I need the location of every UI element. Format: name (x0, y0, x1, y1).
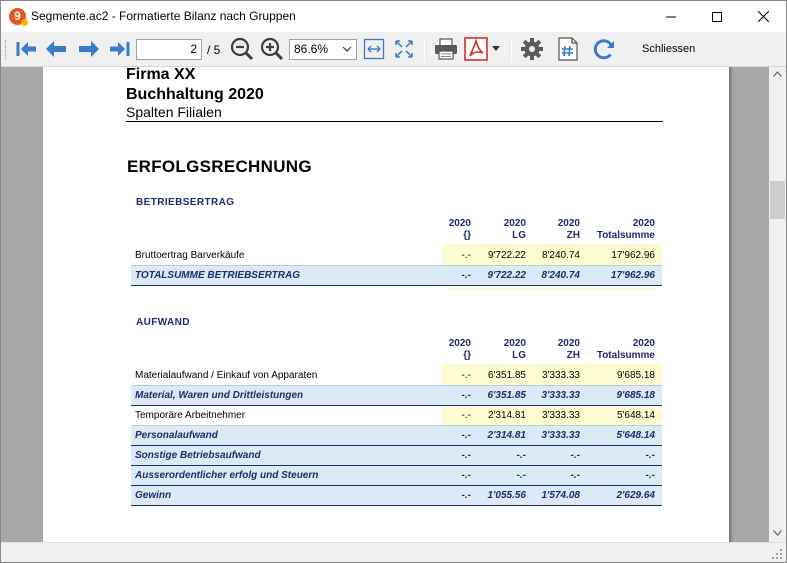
close-report-button[interactable]: Schliessen (642, 43, 696, 55)
table-row (131, 406, 662, 425)
value-cell: -.- (461, 430, 471, 441)
row-label: Personalaufwand (135, 430, 218, 441)
zoom-select[interactable] (289, 39, 357, 60)
column-header-year: 2020 (557, 338, 580, 349)
value-cell: 5'648.14 (616, 430, 655, 441)
page-number-icon (557, 37, 579, 61)
column-header-year: 2020 (557, 218, 580, 229)
row-label: Temporäre Arbeitnehmer (135, 410, 246, 421)
columns-note: Spalten Filialen (126, 104, 222, 120)
row-divider (131, 285, 662, 286)
value-cell: 2'314.81 (487, 430, 526, 441)
column-header (575, 338, 655, 362)
column-header-year: 2020 (448, 338, 471, 349)
value-cell: -.- (461, 490, 471, 501)
column-header-year: 2020 (503, 338, 526, 349)
total-row (131, 486, 662, 505)
value-cell: 5'648.14 (616, 410, 655, 421)
table-row (131, 366, 662, 385)
column-header (575, 218, 655, 242)
row-label: Bruttoertrag Barverkäufe (135, 250, 245, 261)
app-logo-icon: 9 (9, 8, 26, 25)
status-bar (1, 542, 786, 562)
column-header-name: Totalsumme (596, 230, 655, 241)
column-header-name: LG (512, 350, 526, 361)
column-header-name: LG (512, 230, 526, 241)
scroll-up-icon (773, 71, 782, 77)
vertical-scrollbar[interactable] (769, 67, 786, 542)
column-header-name: {} (463, 350, 471, 361)
next-page-icon (77, 39, 101, 59)
value-cell: -.- (570, 470, 580, 481)
value-cell: -.- (516, 450, 526, 461)
total-row (131, 426, 662, 445)
value-cell: 2'629.64 (616, 490, 655, 501)
value-cell: -.- (461, 270, 471, 281)
value-cell: -.- (461, 370, 471, 381)
column-header-year: 2020 (503, 218, 526, 229)
value-cell: 2'314.81 (487, 410, 526, 421)
value-cell: -.- (645, 450, 655, 461)
refresh-icon (592, 37, 616, 61)
value-cell: 3'333.33 (541, 410, 580, 421)
toolbar-grip[interactable] (5, 40, 8, 60)
toolbar (1, 32, 786, 67)
pdf-icon (464, 37, 488, 61)
row-divider (131, 505, 662, 506)
page-number-input[interactable]: 2 (136, 39, 202, 60)
section-title: AUFWAND (136, 317, 190, 328)
value-cell: 9'685.18 (616, 370, 655, 381)
value-cell: -.- (461, 250, 471, 261)
row-label: TOTALSUMME BETRIEBSERTRAG (135, 270, 301, 281)
value-cell: 17'962.96 (610, 270, 655, 281)
title-bar (1, 1, 786, 32)
vertical-scroll-thumb[interactable] (770, 181, 785, 219)
print-button[interactable] (433, 36, 459, 62)
value-cell: -.- (461, 450, 471, 461)
value-cell: 8'240.74 (541, 250, 580, 261)
row-label: Materialaufwand / Einkauf von Apparaten (135, 370, 318, 381)
first-page-icon (15, 39, 39, 59)
column-header-year: 2020 (632, 338, 655, 349)
total-row (131, 266, 662, 285)
next-page-button[interactable] (76, 36, 102, 62)
fit-width-button[interactable] (361, 36, 387, 62)
close-icon (758, 11, 769, 22)
value-cell: 8'240.74 (541, 270, 580, 281)
row-label: Ausserordentlicher erfolg und Steuern (135, 470, 319, 481)
settings-button[interactable] (519, 36, 545, 62)
row-label: Sonstige Betriebsaufwand (135, 450, 261, 461)
value-cell: 9'722.22 (487, 250, 526, 261)
minimize-button[interactable] (648, 1, 694, 32)
value-cell: 6'351.85 (487, 390, 526, 401)
last-page-icon (107, 39, 131, 59)
value-cell: 3'333.33 (541, 430, 580, 441)
total-row (131, 466, 662, 485)
maximize-button[interactable] (694, 1, 740, 32)
value-cell: 3'333.33 (541, 370, 580, 381)
value-cell: 9'722.22 (487, 270, 526, 281)
value-cell: 3'333.33 (541, 390, 580, 401)
zoom-in-button[interactable] (259, 36, 285, 62)
minimize-icon (666, 12, 676, 22)
row-label: Material, Waren und Drittleistungen (135, 390, 304, 401)
column-header-name: ZH (566, 230, 580, 241)
fit-page-icon (393, 38, 415, 60)
total-row (131, 446, 662, 465)
value-cell: 17'962.96 (611, 250, 655, 261)
maximize-icon (712, 12, 722, 22)
zoom-in-icon (260, 37, 284, 61)
document-viewport[interactable] (1, 67, 769, 542)
value-cell: -.- (461, 390, 471, 401)
column-header (500, 218, 580, 242)
window-title: Segmente.ac2 - Formatierte Bilanz nach Gruppen (31, 9, 296, 23)
section-end-highlight (442, 287, 662, 289)
total-row (131, 386, 662, 405)
value-cell: -.- (461, 410, 471, 421)
value-cell: -.- (570, 450, 580, 461)
fit-page-button[interactable] (391, 36, 417, 62)
zoom-out-icon (230, 37, 254, 61)
value-cell: 1'574.08 (541, 490, 580, 501)
previous-page-button[interactable] (43, 36, 69, 62)
scroll-down-icon (773, 530, 782, 536)
settings-icon (520, 37, 544, 61)
zoom-out-button[interactable] (229, 36, 255, 62)
column-header-year: 2020 (632, 218, 655, 229)
value-cell: 6'351.85 (487, 370, 526, 381)
export-menu-dropdown[interactable] (489, 36, 503, 62)
toolbar-separator (511, 38, 512, 62)
column-header-name: Totalsumme (596, 350, 655, 361)
zoom-value: 86.6% (294, 42, 329, 56)
first-page-button[interactable] (14, 36, 40, 62)
value-cell: -.- (461, 470, 471, 481)
page-total-label: / 5 (207, 43, 221, 57)
value-cell: -.- (645, 470, 655, 481)
toolbar-separator (424, 38, 425, 62)
export-pdf-button[interactable] (463, 36, 489, 62)
column-header-year: 2020 (448, 218, 471, 229)
dropdown-arrow-icon (492, 46, 500, 52)
column-header (500, 338, 580, 362)
value-cell: -.- (516, 470, 526, 481)
print-icon (434, 38, 458, 60)
report-title: ERFOLGSRECHNUNG (127, 157, 312, 176)
report-page (43, 67, 729, 542)
report-content (43, 67, 729, 542)
row-label: Gewinn (135, 490, 172, 501)
header-divider (126, 121, 663, 122)
close-window-button[interactable] (740, 1, 786, 32)
company-name: Firma XX (126, 67, 196, 83)
column-header-name: {} (463, 230, 471, 241)
chevron-down-icon (342, 44, 352, 54)
table-row (131, 246, 662, 265)
value-cell: 9'685.18 (616, 390, 655, 401)
fit-width-icon (363, 38, 385, 60)
value-cell: 1'055.56 (487, 490, 526, 501)
resize-grip-icon (772, 549, 782, 559)
refresh-button[interactable] (591, 36, 617, 62)
last-page-button[interactable] (106, 36, 132, 62)
page-number-button[interactable] (555, 36, 581, 62)
column-header-name: ZH (566, 350, 580, 361)
section-title: BETRIEBSERTRAG (136, 197, 235, 208)
previous-page-icon (44, 39, 68, 59)
report-subtitle: Buchhaltung 2020 (126, 86, 264, 103)
